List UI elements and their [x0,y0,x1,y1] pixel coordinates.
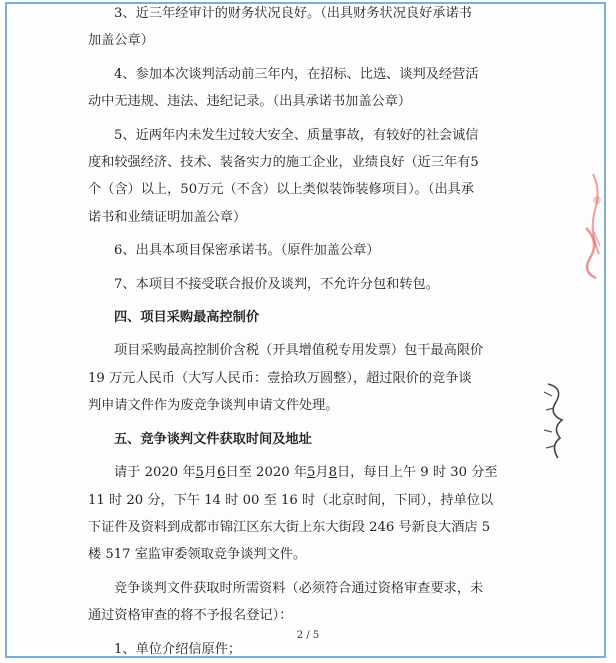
item-3-line-1: 3、近三年经审计的财务状况良好。（出具财务状况良好承诺书 [114,6,472,21]
time-line-1 [88,459,520,486]
item-6: 6、出具本项目保密承诺书。（原件加盖公章） [114,243,380,259]
start-day: 6 [217,465,226,481]
item-4-line-1: 4、参加本次谈判活动前三年内，在招标、比选、谈判及经营活 [114,66,479,82]
price-line-1: 项目采购最高控制价含税（开具增值税专用发票）包干最高限价 [114,343,484,359]
item-5-line-1: 5、近两年内未发生过较大安全、质量事故，有较好的社会诚信 [114,127,479,143]
section-5-heading: 五、竞争谈判文件获取时间及地址 [114,431,312,447]
time-text-b: 月 [203,465,218,481]
time-text-f: 日，每日上午 9 时 30 分至 [336,465,498,481]
time-text-e: 月 [315,465,329,481]
item-3-line-2: 加盖公章） [88,33,154,49]
handwritten-signature [538,380,570,462]
materials-line-2: 通过资格审查的将不予报名登记）： [88,608,293,624]
item-4-line-2: 动中无违规、违法、违纪记录。（出具承诺书加盖公章） [88,94,412,110]
time-line-2: 11 时 20 分，下午 14 时 00 至 16 时（北京时间，下同），持单位以 [88,492,494,508]
time-line-4: 楼 517 室监审委领取竞争谈判文件。 [88,547,307,563]
end-month: 5 [307,465,316,481]
seal-fragment-mid [578,222,606,282]
end-day: 8 [328,465,337,481]
item-7: 7、本项目不接受联合报价及谈判，不允许分包和转包。 [114,276,439,292]
price-line-2: 19 万元人民币（大写人民币：壹拾玖万圆整），超过限价的竞争谈 [88,370,472,386]
time-text-a: 请于 2020 年 [114,465,196,481]
time-line-3: 下证件及资料到成都市锦江区东大街上东大街段 246 号新良大酒店 5 [88,519,491,535]
section-4-heading: 四、项目采购最高控制价 [114,310,260,326]
price-line-3: 判申请文件作为废竞争谈判申请文件处理。 [88,398,339,414]
item-5-line-2: 度和较强经济、技术、装备实力的施工企业，业绩良好（近三年有5 [88,155,479,171]
item-5-line-4: 诺书和业绩证明加盖公章） [88,209,247,225]
start-month: 5 [195,465,204,481]
time-text-c: 日至 2020 年 [225,465,307,481]
item-5-line-3: 个（含）以上，50万元（不含）以上类似装饰装修项目）。（出具承 [88,182,475,198]
materials-item-1: 1、单位介绍信原件； [114,641,242,657]
document-body [88,0,520,663]
materials-line-1: 竞争谈判文件获取时所需资料（必须符合通过资格审查要求，未 [114,580,484,596]
page-number: 2 / 5 [296,630,320,641]
